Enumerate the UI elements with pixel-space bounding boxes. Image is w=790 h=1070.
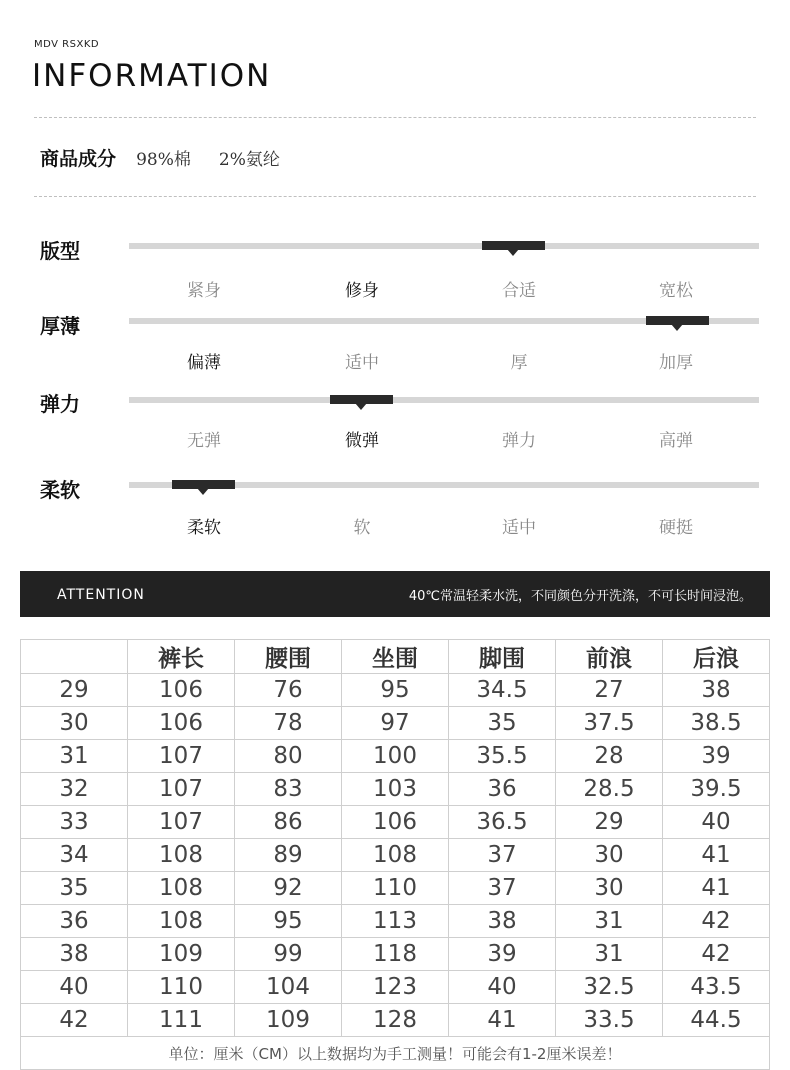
column-header: 坐围 [342,640,449,674]
size-cell: 33 [21,806,128,839]
size-cell: 34 [21,839,128,872]
table-row [21,806,770,839]
measurement-cell: 39 [663,740,770,773]
measurement-cell: 38.5 [663,707,770,740]
fit-option: 合适 [502,281,536,301]
softness-option: 硬挺 [659,518,693,538]
softness-indicator [172,480,235,489]
fit-indicator [482,241,545,250]
measurement-cell: 29 [556,806,663,839]
size-cell: 42 [21,1004,128,1037]
measurement-cell: 107 [128,740,235,773]
measurement-cell: 104 [235,971,342,1004]
thickness-option: 加厚 [659,353,693,373]
size-cell: 31 [21,740,128,773]
measurement-cell: 39.5 [663,773,770,806]
thickness-option: 偏薄 [187,353,221,373]
composition-label: 商品成分 [40,148,117,170]
measurement-cell: 108 [128,839,235,872]
measurement-cell: 31 [556,905,663,938]
table-row [21,971,770,1004]
measurement-cell: 34.5 [449,674,556,707]
measurement-cell: 28.5 [556,773,663,806]
measurement-cell: 38 [663,674,770,707]
measurement-cell: 109 [235,1004,342,1037]
measurement-cell: 108 [342,839,449,872]
elasticity-option: 无弹 [187,431,221,451]
measurement-cell: 28 [556,740,663,773]
softness-label: 柔软 [40,478,80,502]
table-row [21,839,770,872]
fit-option: 修身 [345,281,379,301]
size-cell: 35 [21,872,128,905]
fit-option: 宽松 [659,281,693,301]
softness-option: 软 [353,518,371,538]
measurement-cell: 106 [342,806,449,839]
measurement-cell: 38 [449,905,556,938]
measurement-cell: 30 [556,839,663,872]
fit-label: 版型 [40,239,80,263]
measurement-cell: 107 [128,806,235,839]
measurement-cell: 108 [128,905,235,938]
elasticity-indicator [330,395,393,404]
measurement-cell: 78 [235,707,342,740]
measurement-cell: 31 [556,938,663,971]
measurement-cell: 43.5 [663,971,770,1004]
measurement-cell: 97 [342,707,449,740]
thickness-option: 适中 [345,353,379,373]
measurement-note: 单位：厘米（CM）以上数据均为手工测量！可能会有1-2厘米误差！ [21,1037,770,1070]
measurement-cell: 37 [449,872,556,905]
measurement-cell: 76 [235,674,342,707]
size-cell: 29 [21,674,128,707]
measurement-cell: 113 [342,905,449,938]
measurement-cell: 89 [235,839,342,872]
measurement-cell: 41 [663,839,770,872]
measurement-cell: 35 [449,707,556,740]
size-cell: 32 [21,773,128,806]
measurement-cell: 41 [663,872,770,905]
table-row [21,707,770,740]
table-row [21,1004,770,1037]
measurement-cell: 109 [128,938,235,971]
measurement-cell: 80 [235,740,342,773]
measurement-cell: 35.5 [449,740,556,773]
composition-cotton: 98%棉 [136,150,191,170]
measurement-cell: 99 [235,938,342,971]
fit-scale-track [129,243,759,249]
measurement-cell: 36.5 [449,806,556,839]
size-cell: 40 [21,971,128,1004]
measurement-cell: 128 [342,1004,449,1037]
column-header: 裤长 [128,640,235,674]
brand-label: MDV RSXKD [34,39,100,50]
elasticity-option: 高弹 [659,431,693,451]
measurement-cell: 37 [449,839,556,872]
divider [34,196,756,197]
measurement-cell: 106 [128,674,235,707]
table-row [21,938,770,971]
column-header [21,640,128,674]
column-header: 腰围 [235,640,342,674]
composition-spandex: 2%氨纶 [218,150,280,170]
measurement-cell: 42 [663,938,770,971]
column-header: 后浪 [663,640,770,674]
measurement-cell: 95 [342,674,449,707]
measurement-cell: 103 [342,773,449,806]
thickness-scale-track [129,318,759,324]
page-title: INFORMATION [32,58,272,94]
elasticity-label: 弹力 [40,392,80,416]
table-row [21,773,770,806]
elasticity-option: 弹力 [502,431,536,451]
measurement-cell: 40 [449,971,556,1004]
measurement-cell: 33.5 [556,1004,663,1037]
table-note-row [21,1037,770,1070]
measurement-cell: 86 [235,806,342,839]
measurement-cell: 27 [556,674,663,707]
measurement-cell: 92 [235,872,342,905]
table-row [21,740,770,773]
measurement-cell: 107 [128,773,235,806]
thickness-label: 厚薄 [40,314,80,338]
measurement-cell: 44.5 [663,1004,770,1037]
fit-option: 紧身 [187,281,221,301]
care-instructions: 40℃常温轻柔水洗，不同颜色分开洗涤，不可长时间浸泡。 [408,589,752,604]
attention-label: ATTENTION [57,587,145,603]
softness-scale-track [129,482,759,488]
thickness-indicator [646,316,709,325]
measurement-cell: 110 [128,971,235,1004]
size-cell: 36 [21,905,128,938]
measurement-cell: 100 [342,740,449,773]
column-header: 脚围 [449,640,556,674]
elasticity-option: 微弹 [345,431,379,451]
table-row [21,674,770,707]
softness-option: 柔软 [187,518,221,538]
size-cell: 30 [21,707,128,740]
size-table [20,639,770,1070]
softness-option: 适中 [502,518,536,538]
measurement-cell: 39 [449,938,556,971]
thickness-option: 厚 [510,353,528,373]
table-row [21,872,770,905]
measurement-cell: 32.5 [556,971,663,1004]
table-row [21,905,770,938]
measurement-cell: 42 [663,905,770,938]
measurement-cell: 83 [235,773,342,806]
measurement-cell: 123 [342,971,449,1004]
measurement-cell: 36 [449,773,556,806]
measurement-cell: 37.5 [556,707,663,740]
measurement-cell: 95 [235,905,342,938]
measurement-cell: 41 [449,1004,556,1037]
elasticity-scale-track [129,397,759,403]
attention-banner [20,571,770,617]
measurement-cell: 106 [128,707,235,740]
measurement-cell: 118 [342,938,449,971]
size-table-header [21,640,770,674]
composition-row [40,144,280,171]
measurement-cell: 110 [342,872,449,905]
measurement-cell: 40 [663,806,770,839]
divider [34,117,756,118]
measurement-cell: 30 [556,872,663,905]
measurement-cell: 108 [128,872,235,905]
measurement-cell: 111 [128,1004,235,1037]
size-cell: 38 [21,938,128,971]
column-header: 前浪 [556,640,663,674]
